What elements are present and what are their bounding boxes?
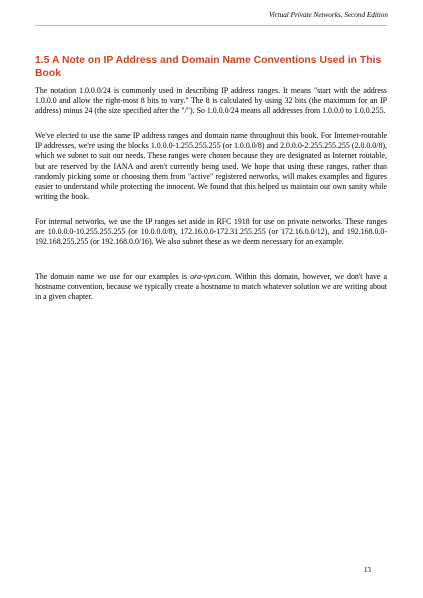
domain-name: ora-vpn.com	[190, 272, 231, 281]
page-number: 13	[363, 566, 371, 574]
paragraph-domain-name	[35, 272, 387, 303]
running-header: Virtual Private Networks, Second Edition	[268, 11, 388, 19]
paragraph-internal-networks: For internal networks, we use the IP ranges set aside in RFC 1918 for use on private networks. These ranges are 10.0.0.0-10.255.255.255 (or 10.0.0.0/8), 172.16.0.0-172.31.255.255 (or 172.16.0.0/12), and 192.168.0.0-192.168.255.255 (or 192.168.0.0/16). We also subnet these as we deem necessary for an example.	[35, 217, 387, 247]
section-title: 1.5 A Note on IP Address and Domain Name Conventions Used in This Book	[35, 55, 382, 79]
paragraph-ip-notation: The notation 1.0.0.0/24 is commonly used in describing IP address ranges. It means "start with the address 1.0.0.0 and allow the right-most 8 bits to vary." The 8 is calculated by using 32 bits (the maximum for an IP address) minus 24 (the size specified after the "/"). So 1.0.0.0/24 means all addresses from 1.0.0.0 to 1.0.0.255.	[35, 86, 387, 116]
paragraph-domain-text-start: The domain name we use for our examples is	[35, 272, 191, 281]
paragraph-domain-text-end: . Within this domain, however, we don't have a hostname convention, because we typically create a hostname to match whatever solution we are writing about in a given chapter.	[35, 272, 387, 302]
paragraph-address-ranges: We've elected to use the same IP address ranges and domain name throughout this book. For Internet-routable IP addresses, we're using the blocks 1.0.0.0-1.255.255.255 (or 1.0.0.0/8) and 2.0.0.0-2.255.255.255 (2.0.0.0/8), which we subnet to suit our needs. These ranges were chosen because they are designated as Internet routable, but are reserved by the IANA and aren't currently being used. We hope that using these ranges, rather than randomly picking some or choosing them from "active" registered networks, will makes examples and figures easier to understand while protecting the innocent. We found that this helped us maintain our own sanity while writing the book.	[35, 131, 387, 202]
header-divider	[35, 25, 387, 26]
